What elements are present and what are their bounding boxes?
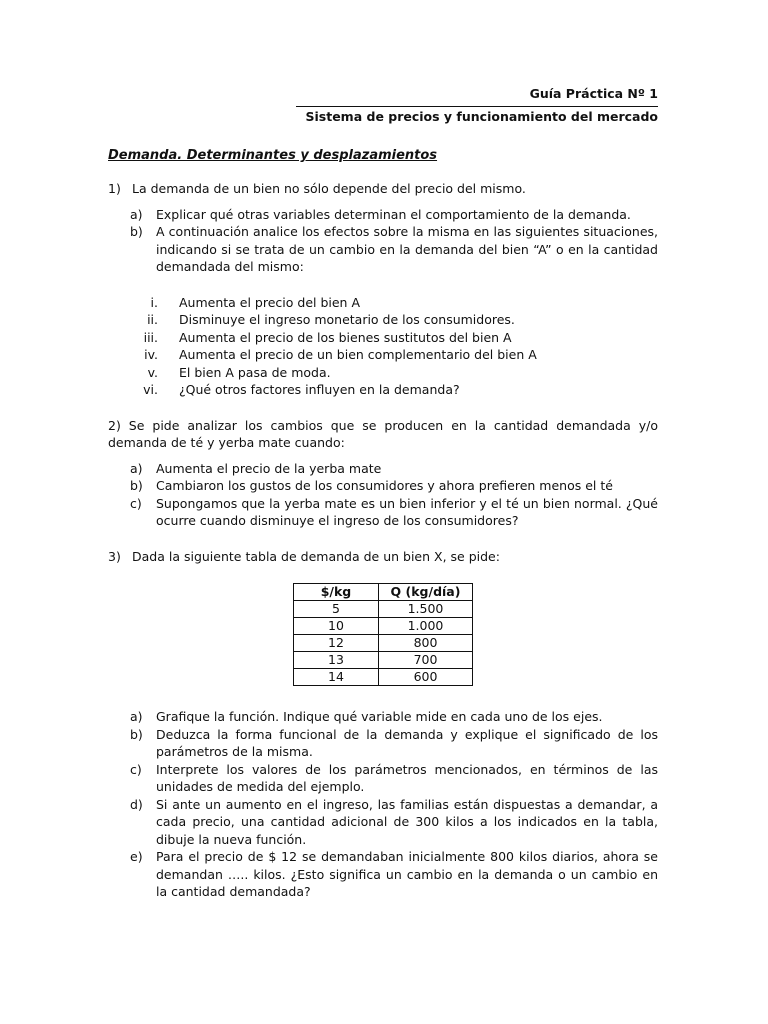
table-row [294,601,473,618]
table-cell: 14 [294,669,379,686]
question-text: Dada la siguiente tabla de demanda de un bien X, se pide: [132,548,500,564]
table-header-row [294,584,473,601]
list-item: a) Explicar qué otras variables determinan el comportamiento de la demanda. [130,206,631,222]
table-cell: 5 [294,601,379,618]
column-header-price: $/kg [294,584,379,601]
table-cell: 700 [379,652,473,669]
column-header-quantity: Q (kg/día) [379,584,473,601]
list-item: i. Aumenta el precio del bien A [150,294,361,310]
question-1-subitems [108,294,658,399]
question-number: 1) [108,181,121,196]
table-row [294,635,473,652]
list-item: b) A continuación analice los efectos sobre la misma en las siguientes situaciones, indicando si se trata de un cambio en la demanda del bien “A” o en la cantidad demandada del mismo: [130,224,658,274]
question-number: 3) [108,548,121,564]
list-item: vi. ¿Qué otros factores influyen en la demanda? [143,382,460,397]
list-item: b) Deduzca la forma funcional de la demanda y explique el significado de los parámetros de la misma. [130,726,658,759]
table-cell: 10 [294,618,379,635]
list-item: c) Interprete los valores de los parámetros mencionados, en términos de las unidades de medida del ejemplo. [130,761,658,794]
question-text: La demanda de un bien no sólo depende del precio del mismo. [132,181,526,196]
question-3-items [108,708,658,901]
table-row [294,652,473,669]
table-cell: 1.000 [379,618,473,635]
table-cell: 600 [379,669,473,686]
list-item: e) Para el precio de $ 12 se demandaban inicialmente 800 kilos diarios, ahora se demandan ….. kilos. ¿Esto significa un cambio en la demanda o un cambio en la cantidad demandada? [130,849,658,899]
document-body [108,180,658,901]
table-cell: 800 [379,635,473,652]
list-item: ii. Disminuye el ingreso monetario de los consumidores. [147,312,515,327]
demand-table [293,583,473,686]
guide-subtitle: Sistema de precios y funcionamiento del mercado [296,106,658,124]
list-item: d) Si ante un aumento en el ingreso, las familias están dispuestas a demandar, a cada precio, una cantidad adicional de 300 kilos a los indicados en la tabla, dibuje la nueva función. [130,796,658,847]
list-item: iv. Aumenta el precio de un bien complementario del bien A [144,347,537,362]
document-header [296,86,658,124]
guide-title: Guía Práctica Nº 1 [529,86,658,101]
list-item: a) Aumenta el precio de la yerba mate [130,460,382,476]
list-item: v. El bien A pasa de moda. [147,364,331,380]
section-title: Demanda. Determinantes y desplazamientos [108,148,438,163]
list-item: iii. Aumenta el precio de los bienes sustitutos del bien A [143,329,512,345]
question-3 [108,548,658,566]
list-item: a) Grafique la función. Indique qué variable mide en cada uno de los ejes. [130,709,603,724]
question-1-items [108,206,658,276]
question-2-items [108,460,658,530]
list-item: c) Supongamos que la yerba mate es un bien inferior y el té un bien normal. ¿Qué ocurre cuando disminuye el ingreso de los consumidores? [130,495,658,528]
table-row [294,669,473,686]
table-cell: 13 [294,652,379,669]
table-cell: 12 [294,635,379,652]
table-row [294,618,473,635]
question-1 [108,180,658,198]
list-item: b) Cambiaron los gustos de los consumidores y ahora prefieren menos el té [130,478,613,493]
table-cell: 1.500 [379,601,473,618]
question-2: 2) Se pide analizar los cambios que se producen en la cantidad demandada y/o demanda de té y yerba mate cuando: [108,417,658,450]
